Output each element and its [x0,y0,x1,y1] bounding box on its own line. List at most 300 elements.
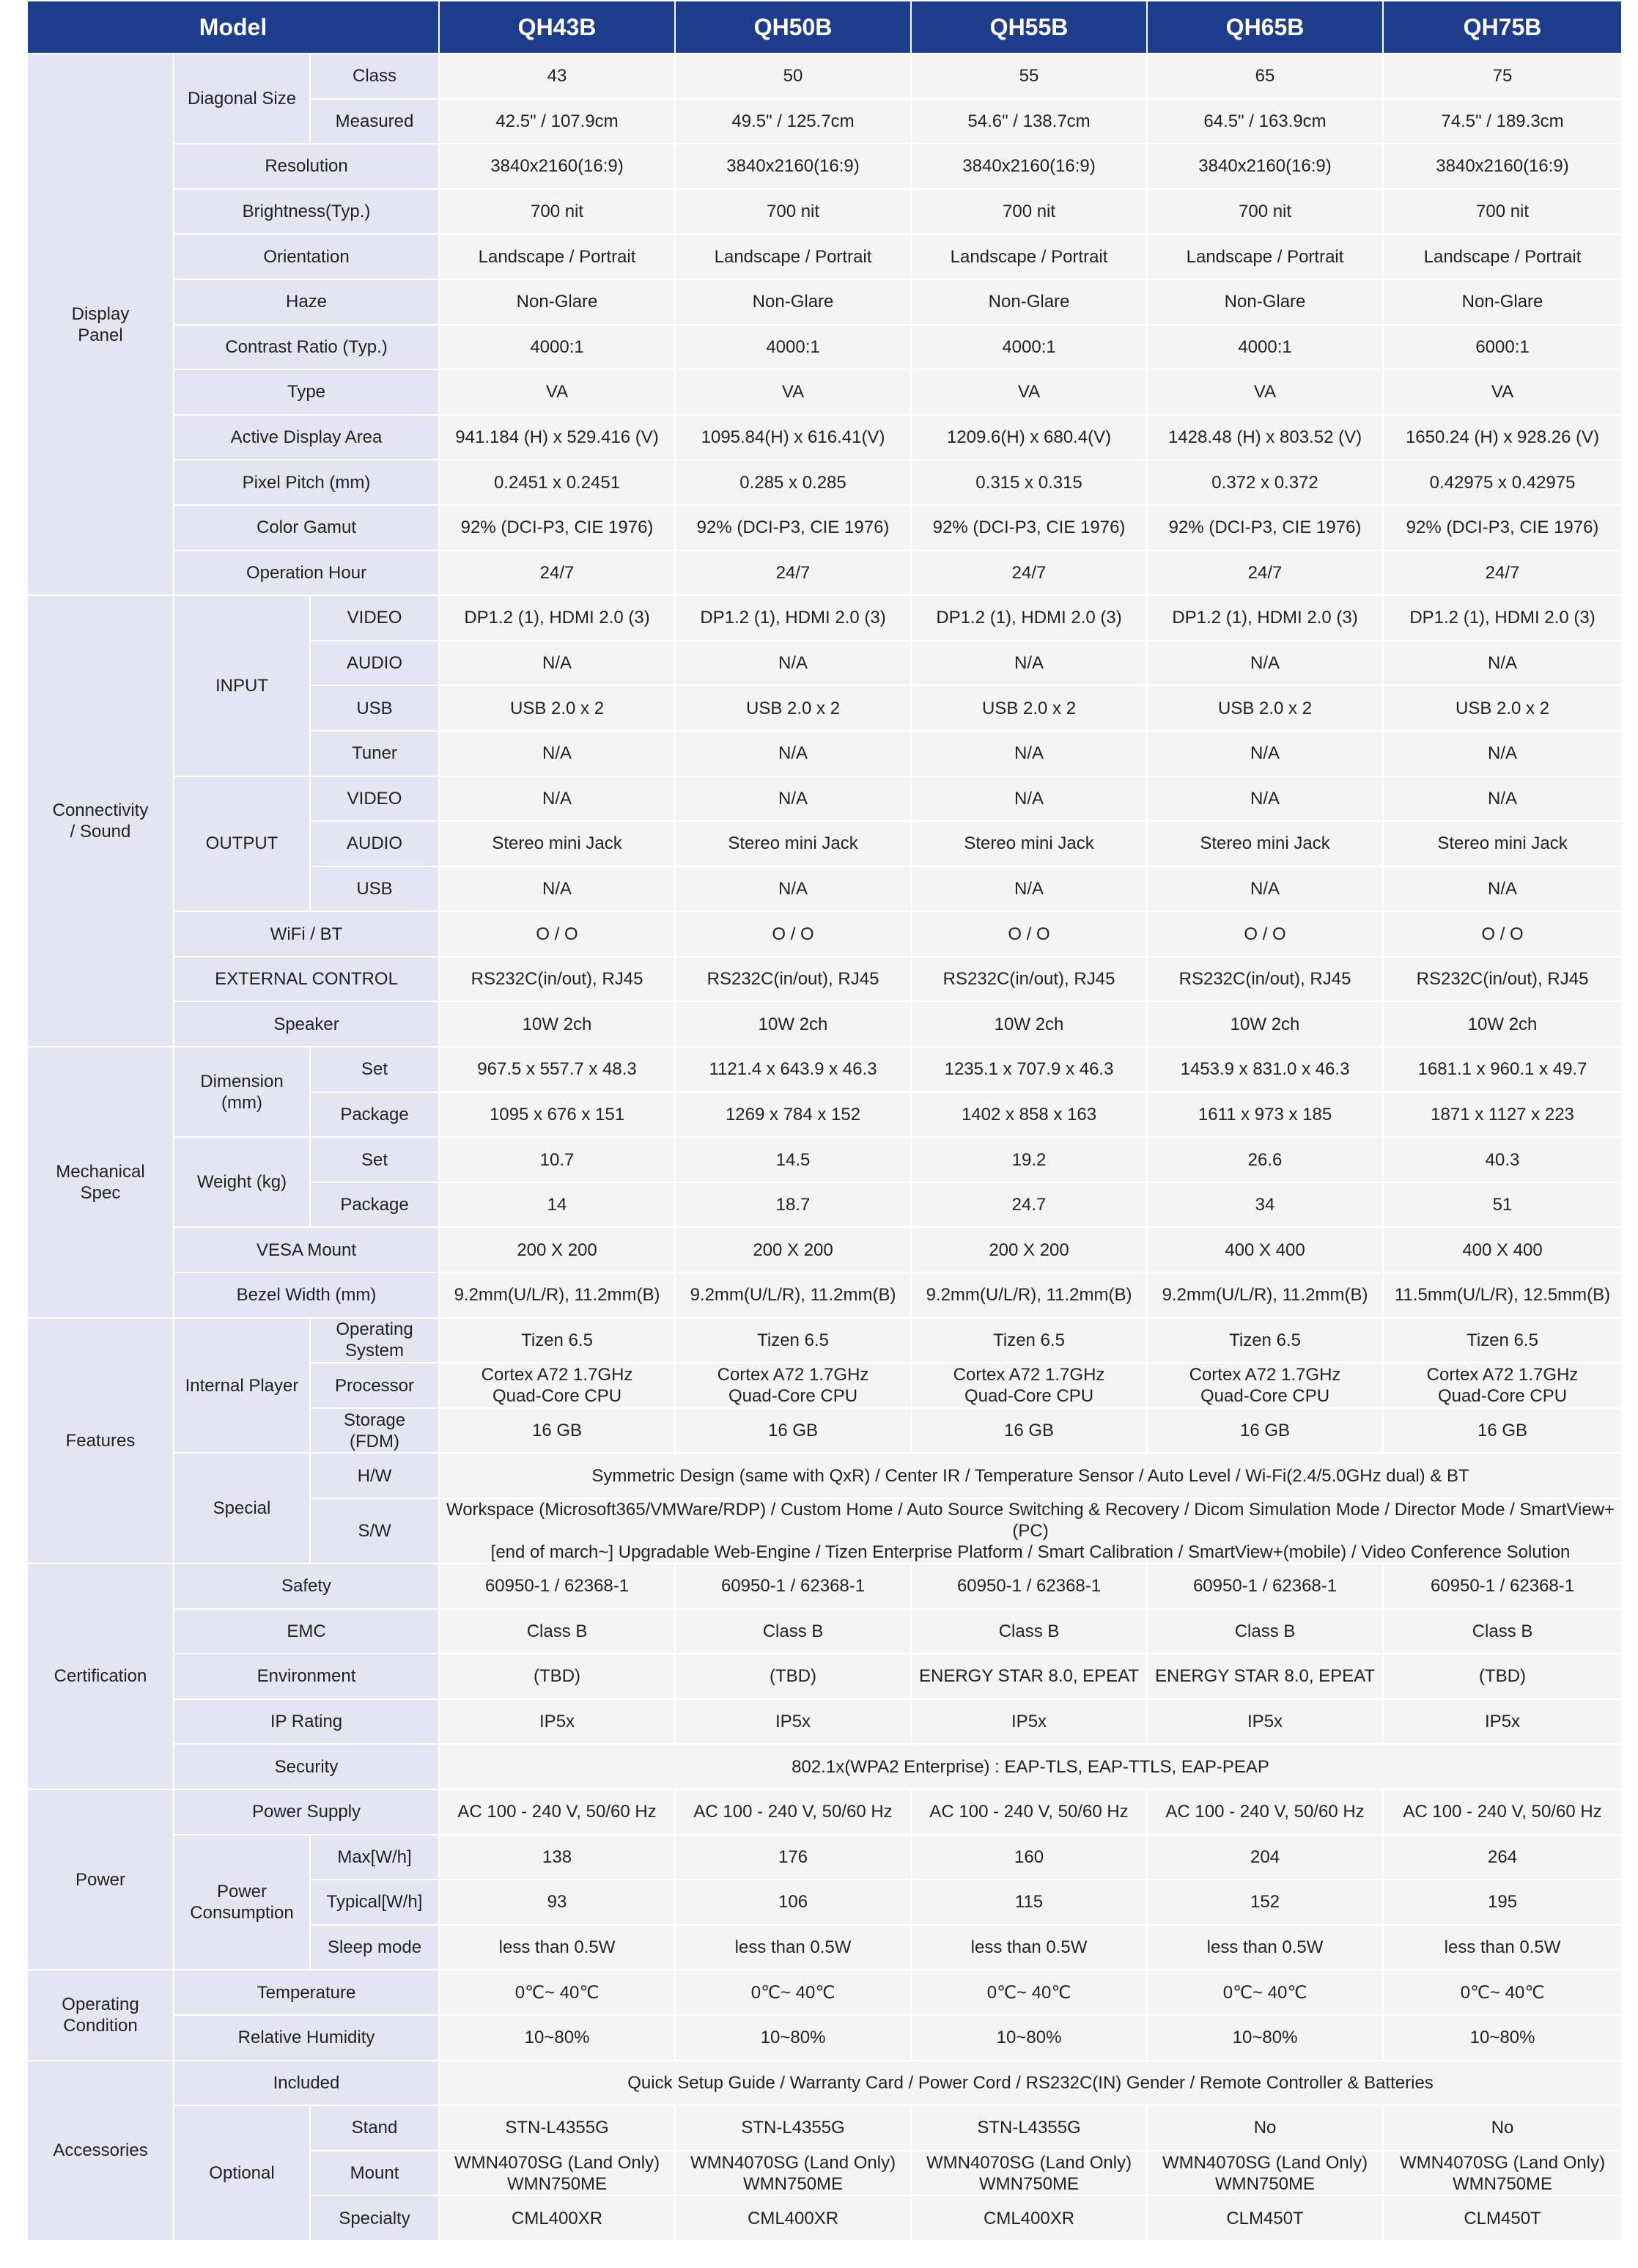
model-column-header: QH55B [911,1,1147,54]
spec-value: N/A [911,641,1147,686]
spec-sublabel: Tuner [310,731,439,776]
spec-value: 26.6 [1147,1137,1383,1182]
spec-value: DP1.2 (1), HDMI 2.0 (3) [675,595,911,641]
spec-row [27,2061,1622,2106]
spec-value: 4000:1 [675,325,911,370]
spec-sublabel: Sleep mode [310,1925,439,1970]
model-column-header: QH50B [675,1,911,54]
spec-value: 10.7 [439,1137,675,1182]
spec-value: VA [439,369,675,415]
spec-label: Operation Hour [174,551,439,596]
spec-value: 3840x2160(16:9) [911,144,1147,189]
spec-value: N/A [439,731,675,776]
spec-label: Diagonal Size [174,54,310,144]
spec-row [27,234,1622,279]
spec-value: 10W 2ch [911,1001,1147,1047]
spec-value: N/A [1383,866,1622,912]
spec-value: less than 0.5W [1383,1925,1622,1970]
spec-value: 14.5 [675,1137,911,1182]
spec-value: 1235.1 x 707.9 x 46.3 [911,1047,1147,1092]
spec-value: 65 [1147,54,1383,99]
spec-value: less than 0.5W [1147,1925,1383,1970]
spec-value: USB 2.0 x 2 [1383,685,1622,731]
spec-value: 9.2mm(U/L/R), 11.2mm(B) [911,1273,1147,1318]
spec-value: 0.285 x 0.285 [675,460,911,505]
spec-value: 9.2mm(U/L/R), 11.2mm(B) [439,1273,675,1318]
spec-value: 700 nit [1383,189,1622,235]
spec-sheet [26,0,1621,2242]
spec-value: less than 0.5W [439,1925,675,1970]
spec-value: 16 GB [1147,1408,1383,1454]
spec-sublabel: Package [310,1092,439,1138]
spec-value: 10~80% [1147,2015,1383,2061]
spec-label: Pixel Pitch (mm) [174,460,439,505]
spec-value: Class B [1383,1609,1622,1654]
spec-value: 93 [439,1879,675,1925]
spec-value: 1095.84(H) x 616.41(V) [675,415,911,460]
spec-sublabel: Stand [310,2105,439,2151]
spec-value: 16 GB [1383,1408,1622,1454]
spec-row [27,1789,1622,1835]
spec-label: VESA Mount [174,1227,439,1273]
spec-label: Orientation [174,234,439,279]
spec-value: 60950-1 / 62368-1 [675,1564,911,1609]
spec-value: DP1.2 (1), HDMI 2.0 (3) [439,595,675,641]
spec-value: 3840x2160(16:9) [1383,144,1622,189]
spec-value: 0.2451 x 0.2451 [439,460,675,505]
spec-value: 115 [911,1879,1147,1925]
spec-value: N/A [1383,776,1622,822]
spec-row [27,957,1622,1002]
spec-value: 16 GB [911,1408,1147,1454]
spec-value: 1453.9 x 831.0 x 46.3 [1147,1047,1383,1092]
spec-value: 24/7 [675,551,911,596]
spec-value: AC 100 - 240 V, 50/60 Hz [675,1789,911,1835]
spec-value: 3840x2160(16:9) [439,144,675,189]
spec-row [27,595,1622,641]
spec-value: 176 [675,1835,911,1880]
spec-value: 200 X 200 [675,1227,911,1273]
spec-value: O / O [1383,911,1622,957]
spec-value: WMN4070SG (Land Only) WMN750ME [439,2151,675,2196]
spec-value: RS232C(in/out), RJ45 [911,957,1147,1002]
spec-value: RS232C(in/out), RJ45 [439,957,675,1002]
spec-value: 40.3 [1383,1137,1622,1182]
spec-value: N/A [911,776,1147,822]
category-label: Operating Condition [27,1970,174,2060]
spec-row [27,1744,1622,1789]
spec-value: 200 X 200 [911,1227,1147,1273]
spec-label: Safety [174,1564,439,1609]
spec-value: (TBD) [675,1654,911,1699]
spec-body [27,54,1622,2241]
spec-row [27,1001,1622,1047]
spec-value: 10~80% [911,2015,1147,2061]
spec-value: 700 nit [911,189,1147,235]
spec-row [27,1273,1622,1318]
spec-value: O / O [911,911,1147,957]
spec-value: CML400XR [439,2195,675,2241]
spec-value: 14 [439,1182,675,1228]
spec-value: 10W 2ch [675,1001,911,1047]
spec-sublabel: Typical[W/h] [310,1879,439,1925]
spec-label: Included [174,2061,439,2106]
spec-value: VA [911,369,1147,415]
spec-sublabel: Class [310,54,439,99]
spec-value: Cortex A72 1.7GHz Quad-Core CPU [675,1363,911,1408]
spec-value: Stereo mini Jack [1147,821,1383,866]
category-label: Display Panel [27,54,174,595]
spec-value: 24/7 [911,551,1147,596]
spec-value: Non-Glare [1383,279,1622,325]
spec-sublabel: Max[W/h] [310,1835,439,1880]
spec-label: Temperature [174,1970,439,2015]
spec-value: USB 2.0 x 2 [675,685,911,731]
spec-row [27,1047,1622,1092]
spec-row [27,1564,1622,1609]
spec-sublabel: VIDEO [310,595,439,641]
spec-value: 700 nit [439,189,675,235]
spec-value: USB 2.0 x 2 [439,685,675,731]
spec-value: Landscape / Portrait [1147,234,1383,279]
spec-value: N/A [1147,641,1383,686]
spec-value: N/A [439,866,675,912]
spec-value: Class B [1147,1609,1383,1654]
spec-row [27,1453,1622,1498]
spec-value: STN-L4355G [675,2105,911,2151]
spec-value: 941.184 (H) x 529.416 (V) [439,415,675,460]
spec-value: RS232C(in/out), RJ45 [675,957,911,1002]
spec-row [27,1609,1622,1654]
spec-value: 9.2mm(U/L/R), 11.2mm(B) [675,1273,911,1318]
category-label: Connectivity / Sound [27,595,174,1047]
spec-value: 3840x2160(16:9) [675,144,911,189]
spec-label: Environment [174,1654,439,1699]
spec-row [27,1318,1622,1363]
spec-sublabel: Set [310,1137,439,1182]
spec-row [27,776,1622,822]
spec-value-merged: Quick Setup Guide / Warranty Card / Power Cord / RS232C(IN) Gender / Remote Controller & Batteries [439,2061,1622,2106]
spec-row [27,1835,1622,1880]
spec-value: 60950-1 / 62368-1 [439,1564,675,1609]
spec-value: Cortex A72 1.7GHz Quad-Core CPU [439,1363,675,1408]
spec-value: 1681.1 x 960.1 x 49.7 [1383,1047,1622,1092]
spec-value: 74.5" / 189.3cm [1383,99,1622,144]
spec-value: 24/7 [439,551,675,596]
spec-sublabel: Mount [310,2151,439,2196]
spec-value: 1650.24 (H) x 928.26 (V) [1383,415,1622,460]
spec-value: N/A [675,641,911,686]
spec-value: No [1147,2105,1383,2151]
spec-value: Landscape / Portrait [439,234,675,279]
model-column-header: QH75B [1383,1,1622,54]
spec-value: 64.5" / 163.9cm [1147,99,1383,144]
spec-row [27,911,1622,957]
spec-value: WMN4070SG (Land Only) WMN750ME [1383,2151,1622,2196]
spec-value: N/A [1147,776,1383,822]
spec-sublabel: AUDIO [310,641,439,686]
spec-value: Landscape / Portrait [1383,234,1622,279]
spec-value: Cortex A72 1.7GHz Quad-Core CPU [1383,1363,1622,1408]
spec-value: O / O [675,911,911,957]
spec-value: RS232C(in/out), RJ45 [1147,957,1383,1002]
spec-value: 0.372 x 0.372 [1147,460,1383,505]
spec-value: 0℃~ 40℃ [1383,1970,1622,2015]
spec-label: Optional [174,2105,310,2241]
spec-value: AC 100 - 240 V, 50/60 Hz [1383,1789,1622,1835]
spec-label: Type [174,369,439,415]
spec-value: 10~80% [1383,2015,1622,2061]
header-row [27,1,1622,54]
spec-value: N/A [675,776,911,822]
spec-value: CLM450T [1147,2195,1383,2241]
spec-value: Landscape / Portrait [911,234,1147,279]
spec-value: 24.7 [911,1182,1147,1228]
spec-value: Non-Glare [911,279,1147,325]
spec-value: 1121.4 x 643.9 x 46.3 [675,1047,911,1092]
spec-value: N/A [1147,866,1383,912]
spec-label: Color Gamut [174,505,439,551]
spec-sublabel: USB [310,685,439,731]
spec-label: Internal Player [174,1318,310,1454]
spec-label: OUTPUT [174,776,310,912]
spec-value: 60950-1 / 62368-1 [911,1564,1147,1609]
spec-label: Brightness(Typ.) [174,189,439,235]
spec-sublabel: Processor [310,1363,439,1408]
spec-value: 1095 x 676 x 151 [439,1092,675,1138]
spec-value: 54.6" / 138.7cm [911,99,1147,144]
spec-sublabel: USB [310,866,439,912]
spec-sublabel: Operating System [310,1318,439,1363]
spec-value: 0.315 x 0.315 [911,460,1147,505]
spec-value: 0℃~ 40℃ [439,1970,675,2015]
spec-label: Contrast Ratio (Typ.) [174,325,439,370]
spec-value: 1402 x 858 x 163 [911,1092,1147,1138]
spec-row [27,2105,1622,2151]
spec-value: 0℃~ 40℃ [675,1970,911,2015]
spec-value: 10W 2ch [439,1001,675,1047]
spec-row [27,1699,1622,1745]
spec-value: 60950-1 / 62368-1 [1383,1564,1622,1609]
spec-value: 1611 x 973 x 185 [1147,1092,1383,1138]
spec-value: N/A [911,731,1147,776]
spec-value: Tizen 6.5 [675,1318,911,1363]
spec-label: Dimension (mm) [174,1047,310,1137]
spec-value: N/A [1383,731,1622,776]
spec-label: Bezel Width (mm) [174,1273,439,1318]
spec-value: 204 [1147,1835,1383,1880]
category-label: Mechanical Spec [27,1047,174,1318]
spec-row [27,415,1622,460]
spec-value: USB 2.0 x 2 [911,685,1147,731]
spec-value: 92% (DCI-P3, CIE 1976) [675,505,911,551]
spec-value: Non-Glare [675,279,911,325]
spec-value: 50 [675,54,911,99]
spec-value: Tizen 6.5 [911,1318,1147,1363]
spec-row [27,1137,1622,1182]
spec-value-merged: Symmetric Design (same with QxR) / Center IR / Temperature Sensor / Auto Level / Wi-Fi(2.4/5.0GHz dual) & BT [439,1453,1622,1498]
spec-row [27,1654,1622,1699]
spec-value: Stereo mini Jack [911,821,1147,866]
spec-value: STN-L4355G [911,2105,1147,2151]
spec-row [27,2015,1622,2061]
spec-label: Active Display Area [174,415,439,460]
spec-value: Class B [675,1609,911,1654]
spec-value: Tizen 6.5 [1147,1318,1383,1363]
spec-value: 152 [1147,1879,1383,1925]
model-column-header: QH65B [1147,1,1383,54]
category-label: Power [27,1789,174,1970]
spec-row [27,551,1622,596]
spec-label: Power Supply [174,1789,439,1835]
spec-value: AC 100 - 240 V, 50/60 Hz [1147,1789,1383,1835]
category-label: Accessories [27,2061,174,2241]
spec-value: (TBD) [1383,1654,1622,1699]
spec-value: CML400XR [911,2195,1147,2241]
spec-label: Power Consumption [174,1835,310,1970]
spec-value: Tizen 6.5 [439,1318,675,1363]
spec-value: 195 [1383,1879,1622,1925]
spec-value: Stereo mini Jack [675,821,911,866]
spec-value: IP5x [1383,1699,1622,1745]
spec-value: 3840x2160(16:9) [1147,144,1383,189]
spec-value: Cortex A72 1.7GHz Quad-Core CPU [1147,1363,1383,1408]
spec-label: WiFi / BT [174,911,439,957]
spec-value: 10W 2ch [1383,1001,1622,1047]
spec-sublabel: Package [310,1182,439,1228]
spec-label: Security [174,1744,439,1789]
category-label: Certification [27,1564,174,1789]
spec-value: 92% (DCI-P3, CIE 1976) [439,505,675,551]
spec-row [27,505,1622,551]
spec-value: ENERGY STAR 8.0, EPEAT [911,1654,1147,1699]
spec-value: IP5x [439,1699,675,1745]
spec-table [26,0,1623,2242]
spec-sublabel: Specialty [310,2195,439,2241]
spec-value: 10W 2ch [1147,1001,1383,1047]
spec-label: IP Rating [174,1699,439,1745]
spec-value: 264 [1383,1835,1622,1880]
spec-value: less than 0.5W [911,1925,1147,1970]
spec-value: 0.42975 x 0.42975 [1383,460,1622,505]
spec-value: Landscape / Portrait [675,234,911,279]
spec-value: Class B [911,1609,1147,1654]
spec-value: CLM450T [1383,2195,1622,2241]
spec-value: 49.5" / 125.7cm [675,99,911,144]
spec-value: 11.5mm(U/L/R), 12.5mm(B) [1383,1273,1622,1318]
spec-value: 60950-1 / 62368-1 [1147,1564,1383,1609]
spec-value: 0℃~ 40℃ [1147,1970,1383,2015]
spec-value: DP1.2 (1), HDMI 2.0 (3) [911,595,1147,641]
spec-value: 43 [439,54,675,99]
spec-label: INPUT [174,595,310,776]
spec-row [27,1970,1622,2015]
spec-row [27,369,1622,415]
spec-value: IP5x [675,1699,911,1745]
model-column-header: QH43B [439,1,675,54]
spec-value: 400 X 400 [1383,1227,1622,1273]
spec-value: IP5x [1147,1699,1383,1745]
spec-value: VA [1147,369,1383,415]
spec-value: O / O [439,911,675,957]
spec-value: Non-Glare [439,279,675,325]
spec-row [27,189,1622,235]
spec-label: EMC [174,1609,439,1654]
spec-value: 16 GB [675,1408,911,1454]
spec-value: N/A [675,731,911,776]
spec-row [27,325,1622,370]
spec-sublabel: VIDEO [310,776,439,822]
spec-value: STN-L4355G [439,2105,675,2151]
spec-value: N/A [1383,641,1622,686]
spec-label: EXTERNAL CONTROL [174,957,439,1002]
spec-value: 700 nit [675,189,911,235]
spec-value: Cortex A72 1.7GHz Quad-Core CPU [911,1363,1147,1408]
spec-value: 1209.6(H) x 680.4(V) [911,415,1147,460]
spec-value: 4000:1 [911,325,1147,370]
spec-value: 1428.48 (H) x 803.52 (V) [1147,415,1383,460]
spec-value: VA [675,369,911,415]
spec-value: ENERGY STAR 8.0, EPEAT [1147,1654,1383,1699]
spec-value: 200 X 200 [439,1227,675,1273]
spec-value: No [1383,2105,1622,2151]
spec-sublabel: Storage (FDM) [310,1408,439,1454]
spec-value: WMN4070SG (Land Only) WMN750ME [1147,2151,1383,2196]
spec-value: 6000:1 [1383,325,1622,370]
spec-value: AC 100 - 240 V, 50/60 Hz [439,1789,675,1835]
spec-value: N/A [675,866,911,912]
spec-value: RS232C(in/out), RJ45 [1383,957,1622,1002]
spec-value: DP1.2 (1), HDMI 2.0 (3) [1147,595,1383,641]
spec-value: CML400XR [675,2195,911,2241]
category-label: Features [27,1318,174,1564]
spec-value: Tizen 6.5 [1383,1318,1622,1363]
spec-sublabel: Set [310,1047,439,1092]
spec-value: AC 100 - 240 V, 50/60 Hz [911,1789,1147,1835]
spec-sublabel: AUDIO [310,821,439,866]
spec-value: 106 [675,1879,911,1925]
spec-value: 92% (DCI-P3, CIE 1976) [1147,505,1383,551]
spec-value: 400 X 400 [1147,1227,1383,1273]
spec-value: 16 GB [439,1408,675,1454]
spec-value: N/A [911,866,1147,912]
spec-value-merged: Workspace (Microsoft365/VMWare/RDP) / Custom Home / Auto Source Switching & Recovery / Dicom Simulation Mode / Director Mode / SmartView+(PC) [end of march~] Upgradable Web-Engine / Tizen Enterprise Platform / Smart Calibration / SmartView+(mobile) / Video Conference Solution [439,1498,1622,1564]
spec-value: O / O [1147,911,1383,957]
spec-value: 24/7 [1147,551,1383,596]
spec-value: 92% (DCI-P3, CIE 1976) [1383,505,1622,551]
spec-row [27,54,1622,99]
spec-label: Haze [174,279,439,325]
spec-value: N/A [439,641,675,686]
spec-value: 18.7 [675,1182,911,1228]
spec-value: less than 0.5W [675,1925,911,1970]
spec-value: 4000:1 [1147,325,1383,370]
spec-value: 138 [439,1835,675,1880]
spec-row [27,144,1622,189]
spec-value: 55 [911,54,1147,99]
spec-value: 92% (DCI-P3, CIE 1976) [911,505,1147,551]
spec-value: 1871 x 1127 x 223 [1383,1092,1622,1138]
spec-value: 75 [1383,54,1622,99]
spec-value: (TBD) [439,1654,675,1699]
spec-value: 967.5 x 557.7 x 48.3 [439,1047,675,1092]
model-header-label: Model [27,1,439,54]
spec-value: WMN4070SG (Land Only) WMN750ME [911,2151,1147,2196]
spec-value: 10~80% [675,2015,911,2061]
spec-value: VA [1383,369,1622,415]
spec-value: USB 2.0 x 2 [1147,685,1383,731]
spec-value: DP1.2 (1), HDMI 2.0 (3) [1383,595,1622,641]
